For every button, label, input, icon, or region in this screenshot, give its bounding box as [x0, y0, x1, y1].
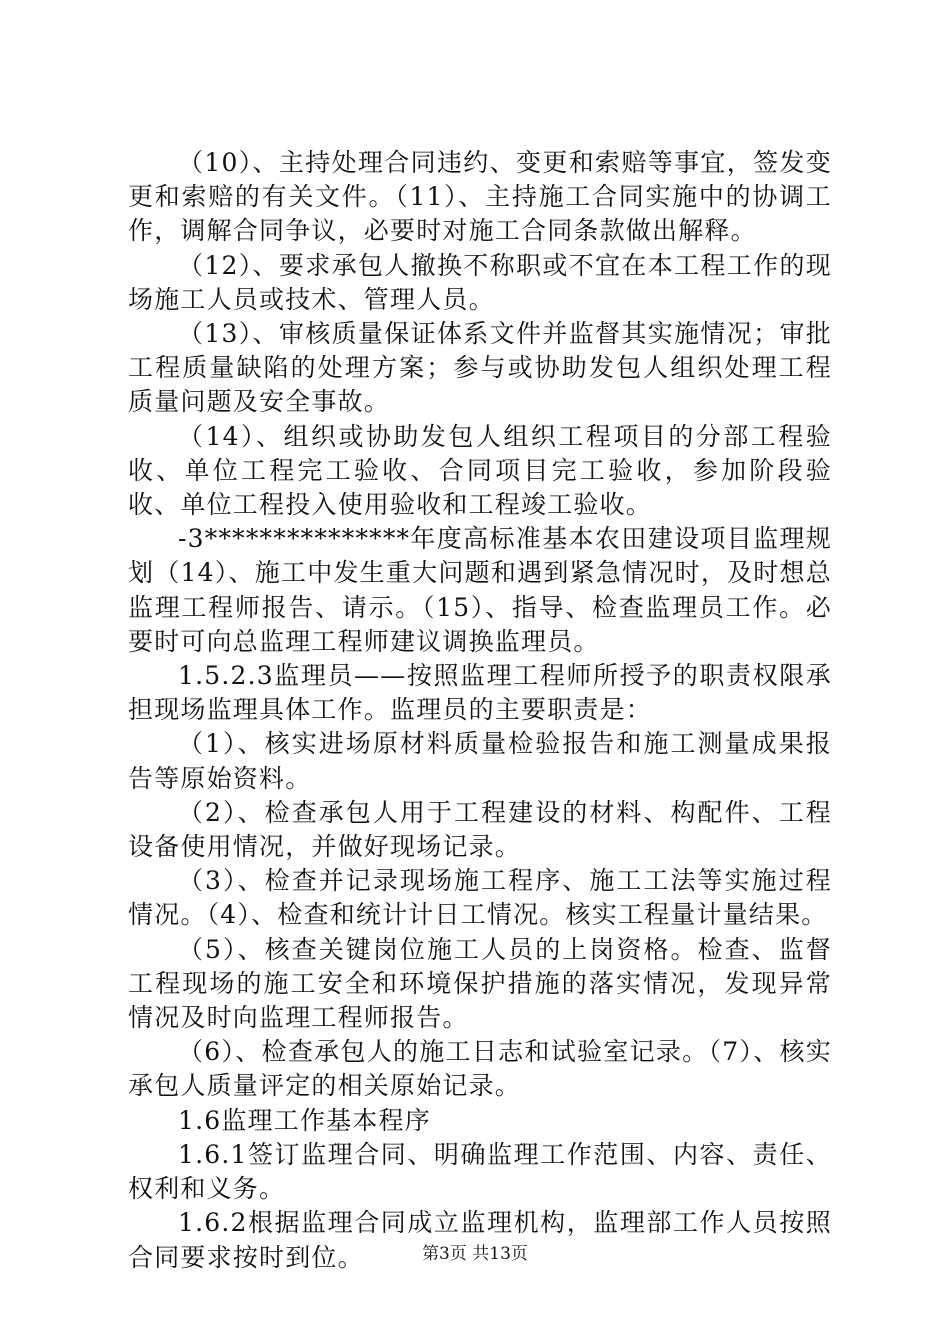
- paragraph-1-5-2-3: 1.5.2.3监理员——按照监理工程师所授予的职责权限承担现场监理具体工作。监理员的主要职责是：: [128, 661, 832, 725]
- page-number-label: 第3页 共13页: [422, 1244, 528, 1264]
- paragraph-13: （13）、审核质量保证体系文件并监督其实施情况；审批工程质量缺陷的处理方案；参与或协助发包人组织处理工程质量问题及安全事故。: [128, 319, 832, 417]
- paragraph-item-1: （1）、核实进场原材料质量检验报告和施工测量成果报告等原始资料。: [128, 729, 832, 793]
- paragraph-1-6-2: 1.6.2根据监理合同成立监理机构，监理部工作人员按照合同要求按时到位。: [128, 1208, 832, 1272]
- paragraph-item-5: （5）、核查关键岗位施工人员的上岗资格。检查、监督工程现场的施工安全和环境保护措施的落实情况，发现异常情况及时向监理工程师报告。: [128, 934, 832, 1033]
- paragraph-12: （12）、要求承包人撤换不称职或不宜在本工程工作的现场施工人员或技术、管理人员。: [128, 250, 832, 314]
- page-footer: [0, 1243, 950, 1265]
- paragraph-item-6-7: （6）、检查承包人的施工日志和试验室记录。（7）、核实承包人质量评定的相关原始记录。: [128, 1037, 832, 1101]
- paragraph-item-3-4: （3）、检查并记录现场施工程序、施工工法等实施过程情况。（4）、检查和统计计日工情况。核实工程量计量结果。: [128, 866, 832, 930]
- paragraph-14: （14）、组织或协助发包人组织工程项目的分部工程验收、单位工程完工验收、合同项目完工验收，参加阶段验收、单位工程投入使用验收和工程竣工验收。: [128, 421, 832, 520]
- paragraph-item-2: （2）、检查承包人用于工程建设的材料、构配件、工程设备使用情况，并做好现场记录。: [128, 797, 832, 862]
- paragraph-1-6-1: 1.6.1签订监理合同、明确监理工作范围、内容、责任、权利和义务。: [128, 1139, 832, 1204]
- paragraph-10-11: （10）、主持处理合同违约、变更和索赔等事宜，签发变更和索赔的有关文件。（11）、主持施工合同实施中的协调工作，调解合同争议，必要时对施工合同条款做出解释。: [128, 148, 832, 246]
- document-body: [128, 146, 832, 1275]
- paragraph-header-carryover: -3***************年度高标准基本农田建设项目监理规划（14）、施工中发生重大问题和遇到紧急情况时，及时想总监理工程师报告、请示。（15）、指导、检查监理员工作。必要时可向总监理工程师建议调换监理员。: [128, 524, 832, 656]
- section-heading-1-6: 1.6监理工作基本程序: [178, 1105, 431, 1135]
